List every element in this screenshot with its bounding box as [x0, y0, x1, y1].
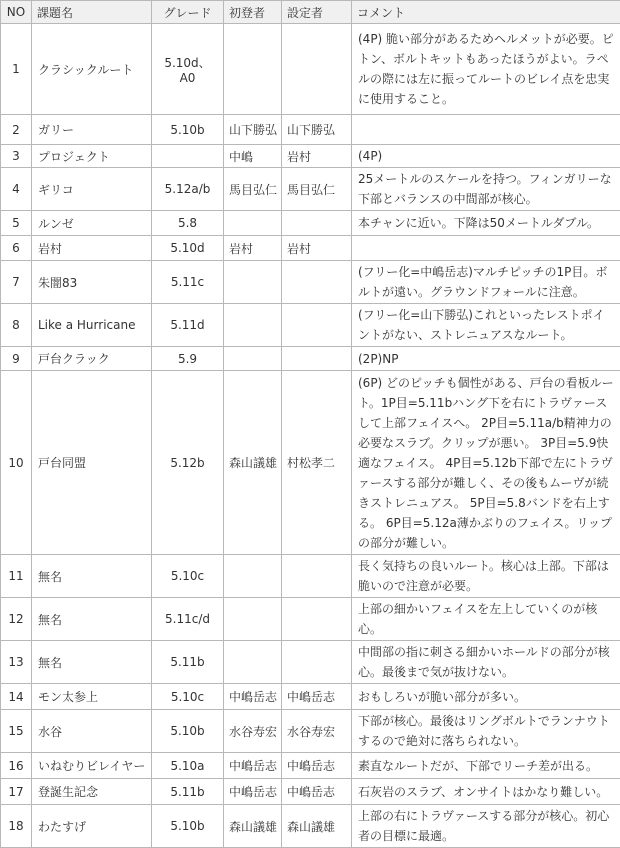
- route-comment: 石灰岩のスラブ、オンサイトはかなり難しい。: [352, 779, 620, 805]
- route-setter: [282, 555, 352, 598]
- table-row: [1, 236, 620, 261]
- route-grade: 5.10d、A0: [152, 24, 224, 115]
- route-grade: 5.11c/d: [152, 598, 224, 641]
- route-comment: 25メートルのスケールを持つ。フィンガリーな下部とバランスの中間部が核心。: [352, 168, 620, 211]
- header-setter: 設定者: [282, 1, 352, 24]
- route-comment: 上部の細かいフェイスを左上していくのが核心。: [352, 598, 620, 641]
- route-grade: 5.11d: [152, 304, 224, 347]
- route-name: 水谷: [32, 710, 152, 753]
- route-comment: おもしろいが脆い部分が多い。: [352, 684, 620, 710]
- route-first-ascent: 中嶋: [224, 145, 282, 168]
- route-no: 16: [1, 753, 32, 779]
- route-first-ascent: [224, 261, 282, 304]
- route-name: 朱闇83: [32, 261, 152, 304]
- route-name: 戸台クラック: [32, 347, 152, 371]
- route-first-ascent: [224, 555, 282, 598]
- route-name: いねむりビレイヤー: [32, 753, 152, 779]
- route-first-ascent: 馬目弘仁: [224, 168, 282, 211]
- route-grade: 5.10b: [152, 710, 224, 753]
- route-setter: [282, 261, 352, 304]
- header-route-name: 課題名: [32, 1, 152, 24]
- table-row: [1, 779, 620, 805]
- route-first-ascent: 森山議雄: [224, 371, 282, 555]
- route-name: 無名: [32, 598, 152, 641]
- table-row: [1, 805, 620, 848]
- route-setter: [282, 598, 352, 641]
- route-name: 戸台同盟: [32, 371, 152, 555]
- route-setter: [282, 24, 352, 115]
- route-comment: (フリー化=山下勝弘)これといったレストポイントがない、ストレニュアスなルート。: [352, 304, 620, 347]
- route-no: 5: [1, 211, 32, 236]
- route-setter: 岩村: [282, 145, 352, 168]
- route-setter: 村松孝二: [282, 371, 352, 555]
- route-grade: 5.11c: [152, 261, 224, 304]
- route-comment: 下部が核心。最後はリングボルトでランナウトするので絶対に落ちられない。: [352, 710, 620, 753]
- route-grade: 5.10c: [152, 555, 224, 598]
- route-setter: [282, 641, 352, 684]
- route-grade: 5.12b: [152, 371, 224, 555]
- route-comment: 上部の右にトラヴァースする部分が核心。初心者の目標に最適。: [352, 805, 620, 848]
- route-name: プロジェクト: [32, 145, 152, 168]
- route-grade: 5.12a/b: [152, 168, 224, 211]
- header-first-ascent: 初登者: [224, 1, 282, 24]
- table-row: [1, 598, 620, 641]
- route-no: 13: [1, 641, 32, 684]
- table-row: [1, 261, 620, 304]
- route-no: 18: [1, 805, 32, 848]
- route-setter: 森山議雄: [282, 805, 352, 848]
- route-no: 8: [1, 304, 32, 347]
- route-name: 無名: [32, 555, 152, 598]
- route-no: 9: [1, 347, 32, 371]
- route-comment: (フリー化=中嶋岳志)マルチピッチの1P目。ボルトが遠い。グラウンドフォールに注意。: [352, 261, 620, 304]
- route-name: ギリコ: [32, 168, 152, 211]
- table-row: [1, 753, 620, 779]
- table-row: [1, 684, 620, 710]
- route-setter: 水谷寿宏: [282, 710, 352, 753]
- route-no: 3: [1, 145, 32, 168]
- route-setter: 中嶋岳志: [282, 753, 352, 779]
- route-name: 岩村: [32, 236, 152, 261]
- route-first-ascent: 森山議雄: [224, 805, 282, 848]
- route-setter: [282, 211, 352, 236]
- table-row: [1, 710, 620, 753]
- route-grade: 5.11b: [152, 641, 224, 684]
- route-grade: 5.10b: [152, 115, 224, 145]
- route-no: 14: [1, 684, 32, 710]
- route-setter: 岩村: [282, 236, 352, 261]
- route-first-ascent: [224, 304, 282, 347]
- route-comment: 素直なルートだが、下部でリーチ差が出る。: [352, 753, 620, 779]
- route-grade: 5.10d: [152, 236, 224, 261]
- route-no: 12: [1, 598, 32, 641]
- route-comment: [352, 236, 620, 261]
- route-name: わたすげ: [32, 805, 152, 848]
- route-no: 7: [1, 261, 32, 304]
- route-no: 17: [1, 779, 32, 805]
- route-comment: (4P) 脆い部分があるためヘルメットが必要。ピトン、ボルトキットもあったほうがよい。ラペルの際には左に振ってルートのビレイ点を忠実に使用すること。: [352, 24, 620, 115]
- route-setter: [282, 347, 352, 371]
- header-row: [1, 1, 620, 24]
- route-comment: 中間部の指に刺さる細かいホールドの部分が核心。最後まで気が抜けない。: [352, 641, 620, 684]
- route-first-ascent: [224, 347, 282, 371]
- route-first-ascent: [224, 641, 282, 684]
- route-first-ascent: 中嶋岳志: [224, 753, 282, 779]
- route-name: ガリー: [32, 115, 152, 145]
- table-row: [1, 115, 620, 145]
- route-no: 6: [1, 236, 32, 261]
- route-name: モン太参上: [32, 684, 152, 710]
- table-row: [1, 211, 620, 236]
- route-grade: 5.10c: [152, 684, 224, 710]
- table-row: [1, 145, 620, 168]
- route-name: 無名: [32, 641, 152, 684]
- route-setter: [282, 304, 352, 347]
- route-comment: (2P)NP: [352, 347, 620, 371]
- route-no: 1: [1, 24, 32, 115]
- route-grade: [152, 145, 224, 168]
- route-comment: [352, 115, 620, 145]
- route-first-ascent: [224, 598, 282, 641]
- table-row: [1, 24, 620, 115]
- route-grade: 5.10b: [152, 805, 224, 848]
- route-first-ascent: 中嶋岳志: [224, 779, 282, 805]
- route-comment: (6P) どのピッチも個性がある、戸台の看板ルート。1P目=5.11bハング下を右にトラヴァースして上部フェイスへ。 2P目=5.11a/b精神力の必要なスラブ。クリップが悪い。 3P目=5.9快適なフェイス。 4P目=5.12b下部で左にトラヴァースする部分が難しく、その後もムーヴが続きストレニュアス。 5P目=5.8バンドを右上する。 6P目=5.12a薄かぶりのフェイス。リップの部分が難しい。: [352, 371, 620, 555]
- table-row: [1, 555, 620, 598]
- route-name: ルンゼ: [32, 211, 152, 236]
- header-comment: コメント: [352, 1, 620, 24]
- table-row: [1, 304, 620, 347]
- table-row: [1, 347, 620, 371]
- route-grade: 5.10a: [152, 753, 224, 779]
- route-grade: 5.8: [152, 211, 224, 236]
- route-setter: 馬目弘仁: [282, 168, 352, 211]
- route-name: クラシックルート: [32, 24, 152, 115]
- route-no: 10: [1, 371, 32, 555]
- route-setter: 山下勝弘: [282, 115, 352, 145]
- route-setter: 中嶋岳志: [282, 779, 352, 805]
- route-table-body: [1, 24, 620, 848]
- header-no: NO: [1, 1, 32, 24]
- header-grade: グレード: [152, 1, 224, 24]
- route-comment: 長く気持ちの良いルート。核心は上部。下部は脆いので注意が必要。: [352, 555, 620, 598]
- route-no: 2: [1, 115, 32, 145]
- route-name: 登誕生記念: [32, 779, 152, 805]
- route-first-ascent: [224, 211, 282, 236]
- route-name: Like a Hurricane: [32, 304, 152, 347]
- route-comment: (4P): [352, 145, 620, 168]
- route-comment: 本チャンに近い。下降は50メートルダブル。: [352, 211, 620, 236]
- route-no: 15: [1, 710, 32, 753]
- route-first-ascent: 山下勝弘: [224, 115, 282, 145]
- route-first-ascent: [224, 24, 282, 115]
- table-row: [1, 641, 620, 684]
- route-setter: 中嶋岳志: [282, 684, 352, 710]
- table-row: [1, 168, 620, 211]
- route-grade: 5.11b: [152, 779, 224, 805]
- table-row: [1, 371, 620, 555]
- route-grade: 5.9: [152, 347, 224, 371]
- route-no: 11: [1, 555, 32, 598]
- route-first-ascent: 中嶋岳志: [224, 684, 282, 710]
- route-first-ascent: 岩村: [224, 236, 282, 261]
- route-first-ascent: 水谷寿宏: [224, 710, 282, 753]
- route-no: 4: [1, 168, 32, 211]
